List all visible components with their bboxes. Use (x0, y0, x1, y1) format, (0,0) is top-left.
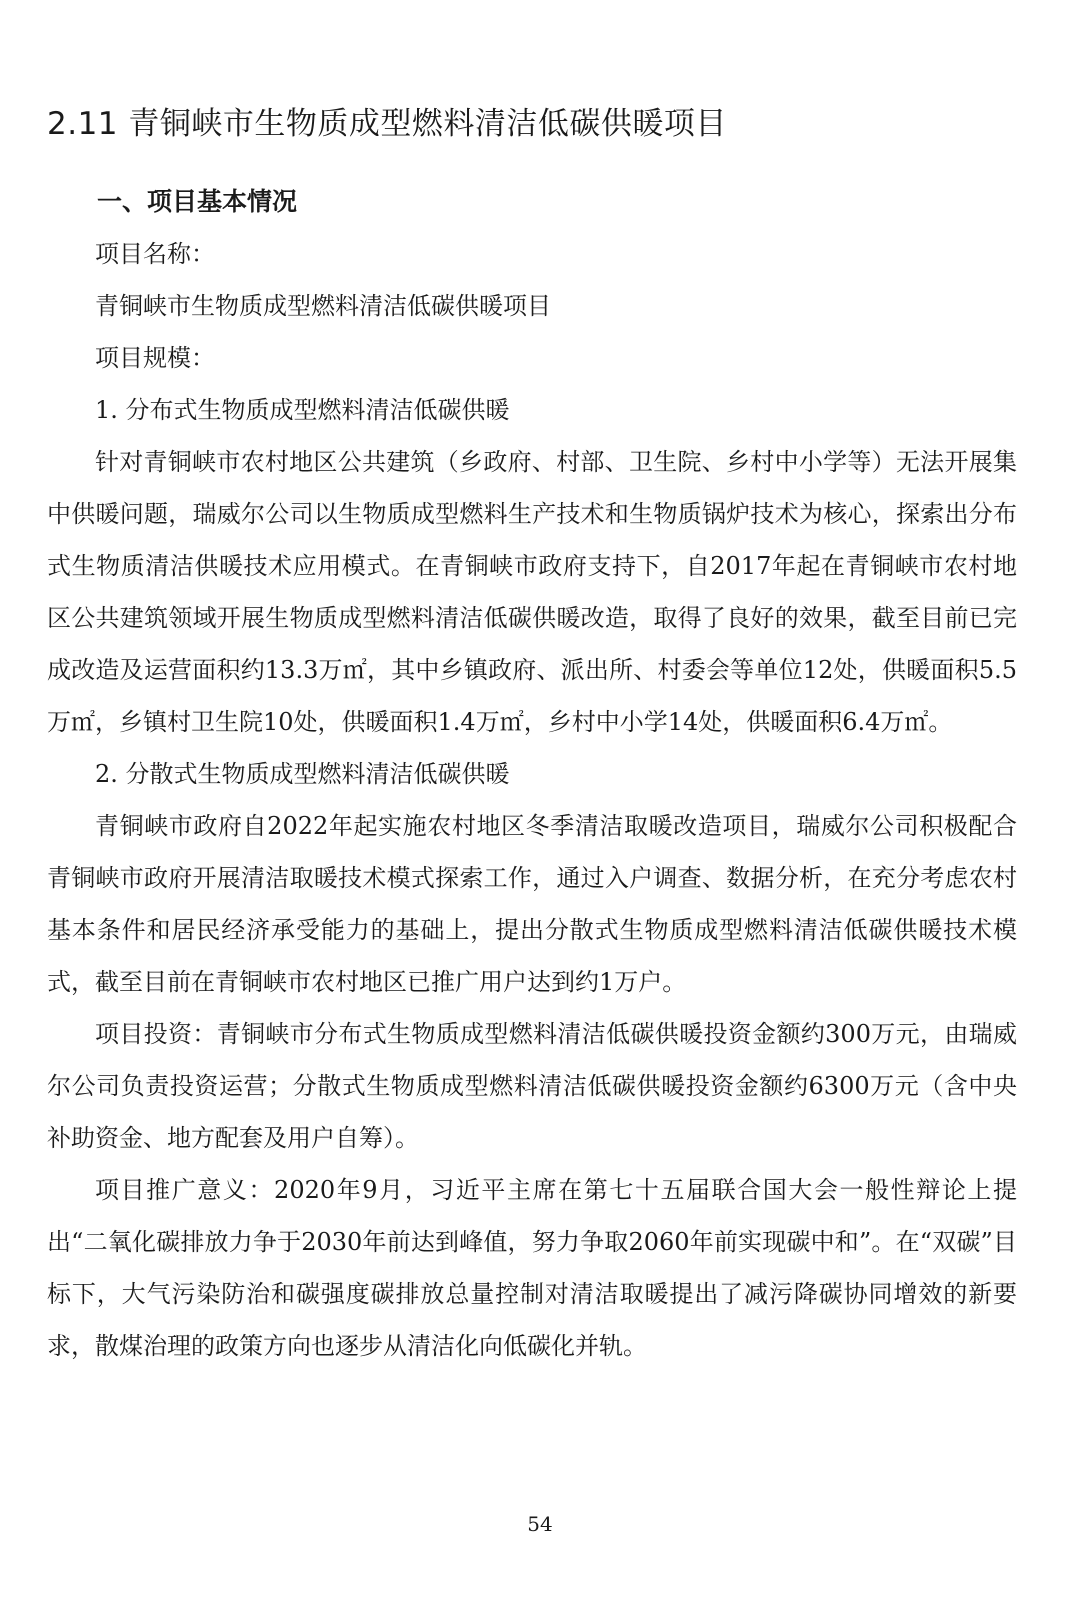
decentralized-heating-heading: 2. 分散式生物质成型燃料清洁低碳供暖 (95, 760, 510, 788)
subsection-title: 一、项目基本情况 (97, 187, 298, 216)
project-investment-paragraph: 项目投资：青铜峡市分布式生物质成型燃料清洁低碳供暖投资金额约300万元，由瑞威尔公司负责投资运营；分散式生物质成型燃料清洁低碳供暖投资金额约6300万元（含中央补助资金、地方配套及用户自筹）。 (47, 1020, 1017, 1152)
project-name-label: 项目名称： (95, 240, 215, 268)
page-content (47, 176, 1017, 1372)
distributed-heating-heading: 1. 分布式生物质成型燃料清洁低碳供暖 (95, 396, 510, 424)
distributed-heating-paragraph: 针对青铜峡市农村地区公共建筑（乡政府、村部、卫生院、乡村中小学等）无法开展集中供暖问题，瑞威尔公司以生物质成型燃料生产技术和生物质锅炉技术为核心，探索出分布式生物质清洁供暖技术应用模式。在青铜峡市政府支持下，自2017年起在青铜峡市农村地区公共建筑领域开展生物质成型燃料清洁低碳供暖改造，取得了良好的效果，截至目前已完成改造及运营面积约13.3万㎡，其中乡镇政府、派出所、村委会等单位12处，供暖面积5.5万㎡，乡镇村卫生院10处，供暖面积1.4万㎡，乡村中小学14处，供暖面积6.4万㎡。 (47, 448, 1017, 736)
project-significance-paragraph: 项目推广意义：2020年9月，习近平主席在第七十五届联合国大会一般性辩论上提出“二氧化碳排放力争于2030年前达到峰值，努力争取2060年前实现碳中和”。在“双碳”目标下，大气污染防治和碳强度碳排放总量控制对清洁取暖提出了减污降碳协同增效的新要求，散煤治理的政策方向也逐步从清洁化向低碳化并轨。 (47, 1176, 1017, 1360)
page-number: 54 (527, 1512, 553, 1536)
section-title: 2.11 青铜峡市生物质成型燃料清洁低碳供暖项目 (47, 106, 727, 142)
project-scale-label: 项目规模： (95, 344, 215, 372)
project-name-value: 青铜峡市生物质成型燃料清洁低碳供暖项目 (95, 292, 551, 320)
decentralized-heating-paragraph: 青铜峡市政府自2022年起实施农村地区冬季清洁取暖改造项目，瑞威尔公司积极配合青铜峡市政府开展清洁取暖技术模式探索工作，通过入户调查、数据分析，在充分考虑农村基本条件和居民经济承受能力的基础上，提出分散式生物质成型燃料清洁低碳供暖技术模式，截至目前在青铜峡市农村地区已推广用户达到约1万户。 (47, 812, 1017, 996)
